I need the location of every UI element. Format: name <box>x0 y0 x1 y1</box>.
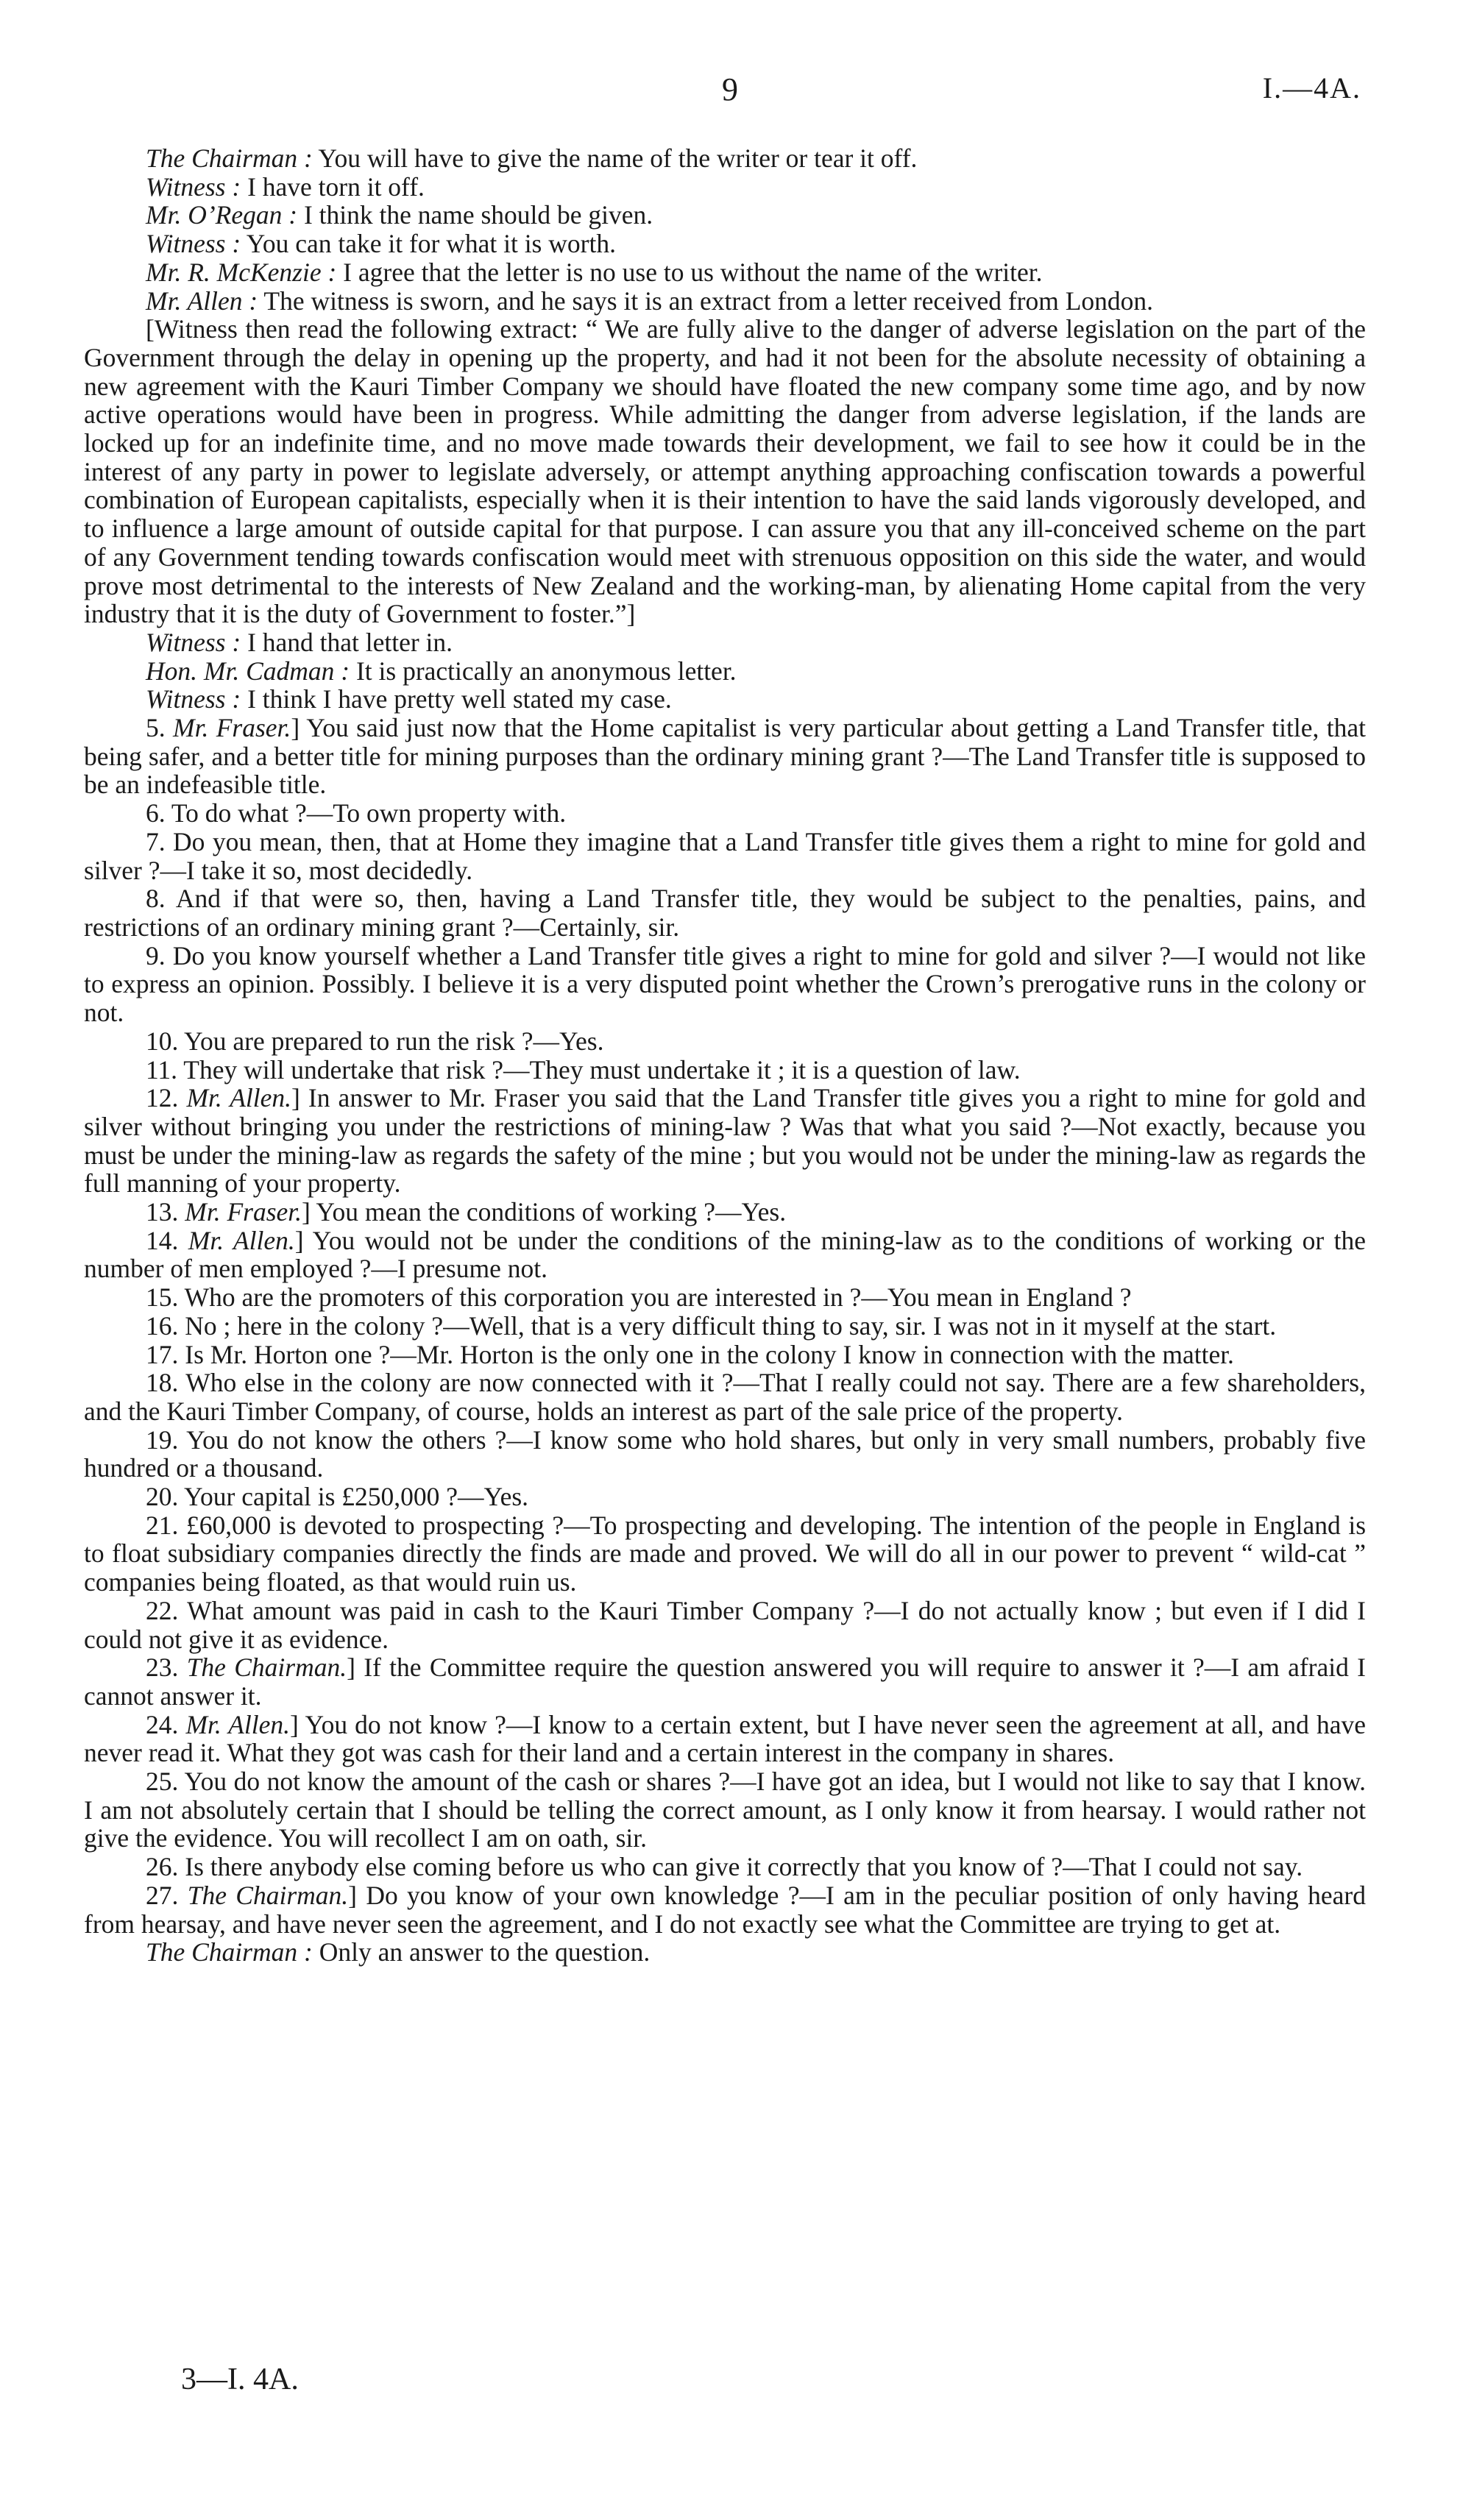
question-number: 22. <box>146 1595 179 1625</box>
paragraph-text: ] You said just now that the Home capitalist is very particular about getting a Land Transfer title, that being safer, and a better title for mining purposes than the ordinary mining grant ?—The Land Transfer title is supposed to be an indefeasible title. <box>84 713 1367 800</box>
testimony-paragraph <box>84 1369 1366 1425</box>
speaker-name: Hon. Mr. Cadman : <box>146 656 350 686</box>
testimony-paragraph <box>84 1653 1366 1710</box>
paragraph-text: You are prepared to run the risk ?—Yes. <box>183 1026 604 1056</box>
paragraph-text: And if that were so, then, having a Land Transfer title, they would be subject to the penalties, pains, and restrictions of an ordinary mining grant ?—Certainly, sir. <box>84 884 1366 942</box>
testimony-paragraph <box>84 1312 1366 1341</box>
question-number: 8. <box>146 884 166 914</box>
testimony-paragraph <box>84 1511 1366 1597</box>
testimony-paragraph <box>84 287 1366 316</box>
testimony-paragraph <box>84 1027 1366 1056</box>
paragraph-text: Who else in the colony are now connected with it ?—That I really could not say. There are a few shareholders, and the Kauri Timber Company, of course, holds an interest as part of the sale price of the property. <box>84 1368 1366 1426</box>
page-header <box>0 71 1460 115</box>
question-number: 15. <box>146 1282 179 1313</box>
testimony-paragraph <box>84 1767 1366 1853</box>
question-number: 7. <box>146 826 166 856</box>
page-number: 9 <box>722 71 738 107</box>
testimony-paragraph <box>84 884 1366 941</box>
paragraph-text: Is there anybody else coming before us who can give it correctly that you know of ?—That I could not say. <box>185 1852 1303 1882</box>
testimony-paragraph <box>84 173 1366 202</box>
printer-signature: 3—I. 4A. <box>181 2363 299 2396</box>
question-number: 11. <box>146 1054 178 1085</box>
question-number: 13. <box>146 1197 179 1227</box>
testimony-paragraph <box>84 1597 1366 1653</box>
paragraph-text: I think the name should be given. <box>297 200 653 230</box>
testimony-paragraph <box>84 144 1366 173</box>
speaker-name: Witness : <box>146 684 241 714</box>
paragraph-text: Do you know yourself whether a Land Transfer title gives a right to mine for gold and silver ?—I would not like to express an opinion. Possibly. I believe it is a very disputed point whether the Crown’s prerogative runs in the colony or not. <box>84 940 1367 1028</box>
question-number: 10. <box>146 1026 179 1056</box>
question-number: 9. <box>146 940 166 970</box>
paragraph-text: I hand that letter in. <box>241 627 453 657</box>
paragraph-text: You can take it for what it is worth. <box>241 229 616 259</box>
testimony-paragraph <box>84 1084 1366 1198</box>
question-number: 27. <box>146 1880 179 1910</box>
testimony-paragraph <box>84 1881 1366 1938</box>
speaker-name: Mr. Allen. <box>186 1083 292 1113</box>
speaker-name: Mr. R. McKenzie : <box>146 257 337 287</box>
question-number: 16. <box>146 1310 179 1341</box>
paragraph-text: ] Do you know of your own knowledge ?—I am in the peculiar position of only having heard from hearsay, and have never seen the agreement, and I do not exactly see what the Committee are trying to get at. <box>84 1880 1367 1939</box>
testimony-paragraph <box>84 1483 1366 1511</box>
question-number: 25. <box>146 1767 179 1797</box>
paragraph-text: £60,000 is devoted to prospecting ?—To prospecting and developing. The intention of the people in England is to float subsidiary companies directly the finds are made and proved. We will do all in our power to prevent “ wild-cat ” companies being floated, as that would ruin us. <box>84 1510 1367 1597</box>
paragraph-text: What amount was paid in cash to the Kauri Timber Company ?—I do not actually know ; but even if I did I could not give it as evidence. <box>84 1595 1366 1654</box>
paragraph-text: I have torn it off. <box>241 171 425 202</box>
paragraph-text: Is Mr. Horton one ?—Mr. Horton is the only one in the colony I know in connection with the matter. <box>185 1339 1234 1369</box>
paragraph-text: You do not know the amount of the cash or shares ?—I have got an idea, but I would not like to say that I know. I am not absolutely certain that I should be telling the correct amount, as I only know it from hearsay. I would rather not give the evidence. You will recollect I am on oath, sir. <box>84 1767 1366 1853</box>
testimony-paragraph <box>84 201 1366 230</box>
speaker-name: Mr. Allen. <box>188 1225 295 1255</box>
testimony-paragraph <box>84 628 1366 657</box>
testimony-paragraph <box>84 657 1366 686</box>
testimony-paragraph <box>84 1283 1366 1312</box>
paragraph-text: ] In answer to Mr. Fraser you said that the Land Transfer title gives you a right to mine for gold and silver without bringing you under the restrictions of mining-law ? Was that what you said ?—Not exactly, because you must be under the mining-law as regards the safety of the mine ; but you would not be under the mining-law as regards the full manning of your property. <box>84 1083 1367 1199</box>
paragraph-text: You do not know the others ?—I know some who hold shares, but only in very small numbers, probably five hundred or a thousand. <box>84 1424 1367 1483</box>
paragraph-text: Who are the promoters of this corporation you are interested in ?—You mean in England ? <box>184 1282 1132 1313</box>
testimony-paragraph <box>84 685 1366 714</box>
testimony-paragraph <box>84 1938 1366 1967</box>
speaker-name: Witness : <box>146 627 241 657</box>
testimony-paragraph <box>84 230 1366 258</box>
question-number: 19. <box>146 1424 179 1455</box>
paragraph-text: ] You would not be under the conditions of the mining-law as to the conditions of working or the number of men employed ?—I presume not. <box>84 1225 1366 1284</box>
question-number: 17. <box>146 1339 179 1369</box>
testimony-paragraph <box>84 258 1366 287</box>
paragraph-text: ] You do not know ?—I know to a certain extent, but I have never seen the agreement at all, and have never read it. What they got was cash for their land and a certain interest in the company in shares. <box>84 1709 1366 1768</box>
paragraph-text: Only an answer to the question. <box>312 1937 651 1967</box>
paragraph-text: Your capital is £250,000 ?—Yes. <box>183 1482 529 1512</box>
speaker-name: Witness : <box>146 171 241 202</box>
speaker-name: The Chairman. <box>186 1653 347 1683</box>
speaker-name: Mr. Fraser. <box>173 713 291 743</box>
question-number: 12. <box>146 1083 179 1113</box>
speaker-name: Witness : <box>146 229 241 259</box>
document-reference: I.—4A. <box>1262 71 1361 104</box>
testimony-paragraph <box>84 1056 1366 1085</box>
paragraph-text: To do what ?—To own property with. <box>171 798 567 828</box>
question-number: 20. <box>146 1482 179 1512</box>
testimony-paragraph <box>84 942 1366 1027</box>
speaker-name: Mr. Allen. <box>185 1709 290 1739</box>
paragraph-text: They will undertake that risk ?—They must undertake it ; it is a question of law. <box>183 1054 1021 1085</box>
testimony-paragraph <box>84 1853 1366 1881</box>
paragraph-text: You will have to give the name of the writer or tear it off. <box>312 143 918 173</box>
paragraph-text: I think I have pretty well stated my case. <box>241 684 672 714</box>
question-number: 6. <box>146 798 166 828</box>
paragraph-text: It is practically an anonymous letter. <box>350 656 737 686</box>
speaker-name: Mr. Fraser. <box>185 1197 302 1227</box>
testimony-paragraph <box>84 799 1366 828</box>
question-number: 14. <box>146 1225 179 1255</box>
paragraph-text: Do you mean, then, that at Home they imagine that a Land Transfer title gives them a right to mine for gold and silver ?—I take it so, most decidedly. <box>84 826 1366 885</box>
testimony-paragraph <box>84 1227 1366 1283</box>
paragraph-text: I agree that the letter is no use to us without the name of the writer. <box>336 257 1043 287</box>
speaker-name: The Chairman : <box>146 1937 313 1967</box>
paragraph-text: No ; here in the colony ?—Well, that is a very difficult thing to say, sir. I was not in it myself at the start. <box>185 1310 1277 1341</box>
speaker-name: The Chairman. <box>187 1880 349 1910</box>
question-number: 24. <box>146 1709 179 1739</box>
paragraph-text: The witness is sworn, and he says it is an extract from a letter received from London. <box>258 285 1154 316</box>
paragraph-text: ] If the Committee require the question answered you will require to answer it ?—I am afraid I cannot answer it. <box>84 1653 1367 1711</box>
testimony-paragraph <box>84 1711 1366 1767</box>
paragraph-text: ] You mean the conditions of working ?—Yes. <box>302 1197 787 1227</box>
question-number: 21. <box>146 1510 179 1540</box>
speaker-name: Mr. Allen : <box>146 285 258 316</box>
question-number: 26. <box>146 1852 179 1882</box>
testimony-paragraph <box>84 1198 1366 1227</box>
testimony-paragraph <box>84 1341 1366 1369</box>
testimony-paragraph <box>84 315 1366 628</box>
testimony-paragraph <box>84 828 1366 884</box>
testimony-paragraph <box>84 1426 1366 1483</box>
testimony-body <box>84 144 1366 1967</box>
paragraph-text: [Witness then read the following extract: “ We are fully alive to the danger of adverse legislation on the part of the Government through the delay in opening up the property, and had it not been for the absolute necessity of obtaining a new agreement with the Kauri Timber Company we should have floated the new company some time ago, and by now active operations would have been in progress. While admitting the danger from adverse legislation, if the lands are locked up for an indefinite time, and no move made towards their development, we fail to see how it could be in the interest of any party in power to legislate adversely, or attempt anything approaching confiscation towards a powerful combination of European capitalists, especially when it is their intention to have the said lands vigorously developed, and to influence a large amount of outside capital for that purpose. I can assure you that any ill-conceived scheme on the part of any Government tending towards confiscation would meet with strenuous opposition on this side the water, and would prove most detrimental to the interests of New Zealand and the working-man, by alienating Home capital from the very industry that it is the duty of Government to foster.”] <box>84 314 1366 629</box>
speaker-name: The Chairman : <box>146 143 313 173</box>
question-number: 5. <box>146 713 166 743</box>
testimony-paragraph <box>84 714 1366 799</box>
question-number: 18. <box>146 1368 179 1398</box>
question-number: 23. <box>146 1653 179 1683</box>
speaker-name: Mr. O’Regan : <box>146 200 298 230</box>
